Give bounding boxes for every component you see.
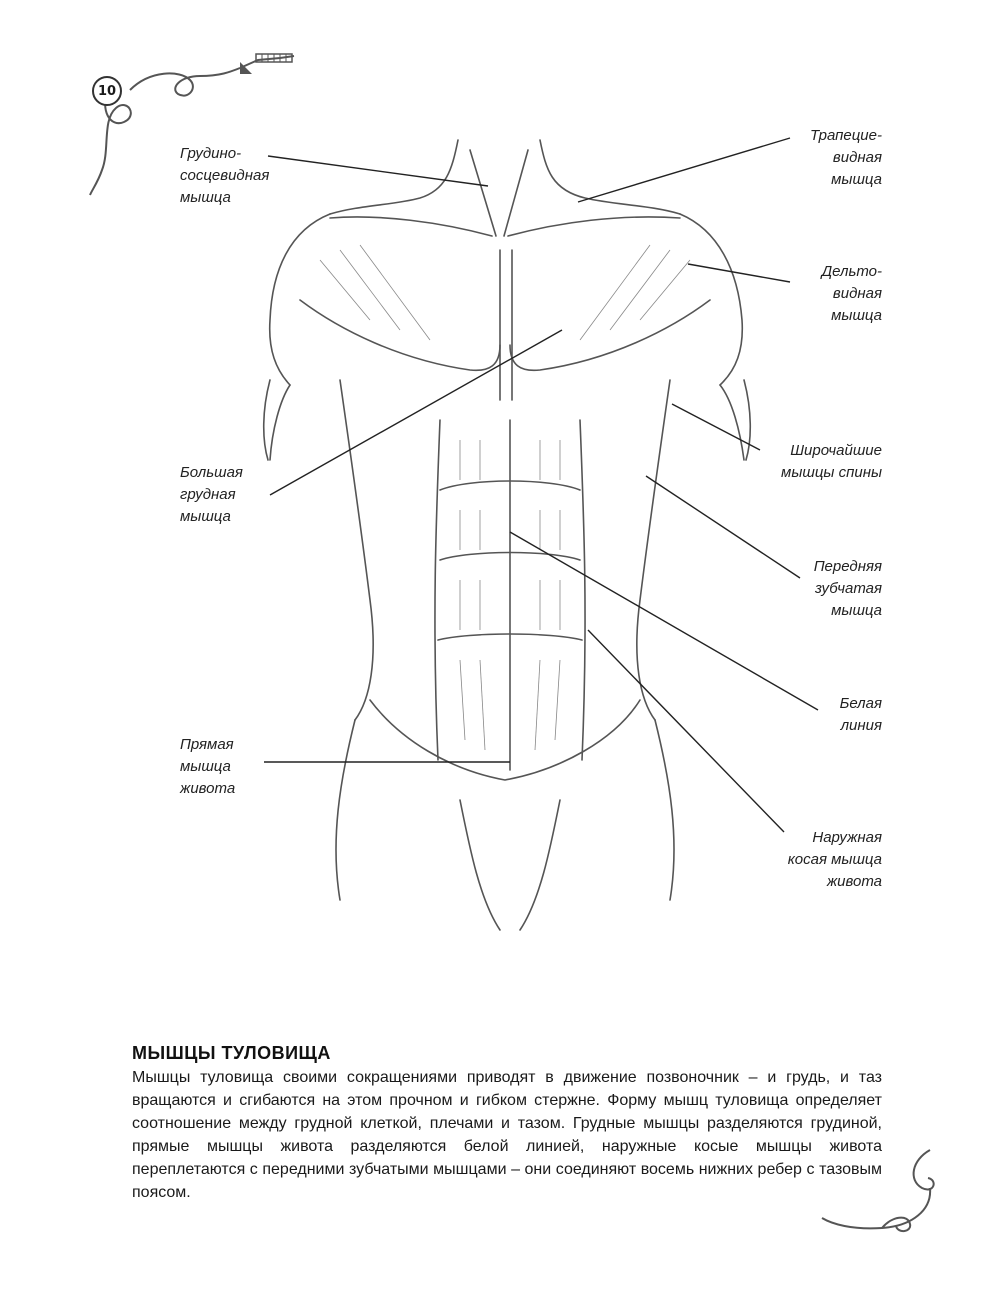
flourish-ornament-bottom — [812, 1140, 942, 1240]
label-pectoralis: Большая грудная мышца — [180, 464, 243, 525]
label-sternocleidomastoid: Грудино- сосцевидная мышца — [180, 145, 270, 206]
label-rectus-abdominis: Прямая мышца живота — [180, 736, 236, 797]
label-deltoid: Дельто- видная мышца — [821, 263, 882, 324]
page-number: 10 — [92, 76, 122, 106]
section-body: Мышцы туловища своими сокращениями приводят в движение позвоночник – и грудь, и таз вращаются и сгибаются на этом прочном и гибком стержне. Форму мышц туловища определяет соотношение между грудной клеткой, плечами и тазом. Грудные мышцы разделяются грудиной, прямые мышцы живота разделяются белой линией, наружные косые мышцы живота переплетаются с передними зубчатыми мышцами – они соединяют восемь нижних ребер с тазовым поясом. — [132, 1069, 882, 1201]
label-external-oblique: Наружная косая мышца живота — [787, 829, 882, 890]
label-trapezius: Трапецие- видная мышца — [809, 127, 882, 188]
label-serratus: Передняя зубчатая мышца — [813, 558, 882, 619]
label-linea-alba: Белая линия — [839, 695, 882, 734]
section-heading: МЫШЦЫ ТУЛОВИЩА — [132, 1043, 331, 1063]
label-latissimus: Широчайшие мышцы спины — [781, 442, 882, 481]
